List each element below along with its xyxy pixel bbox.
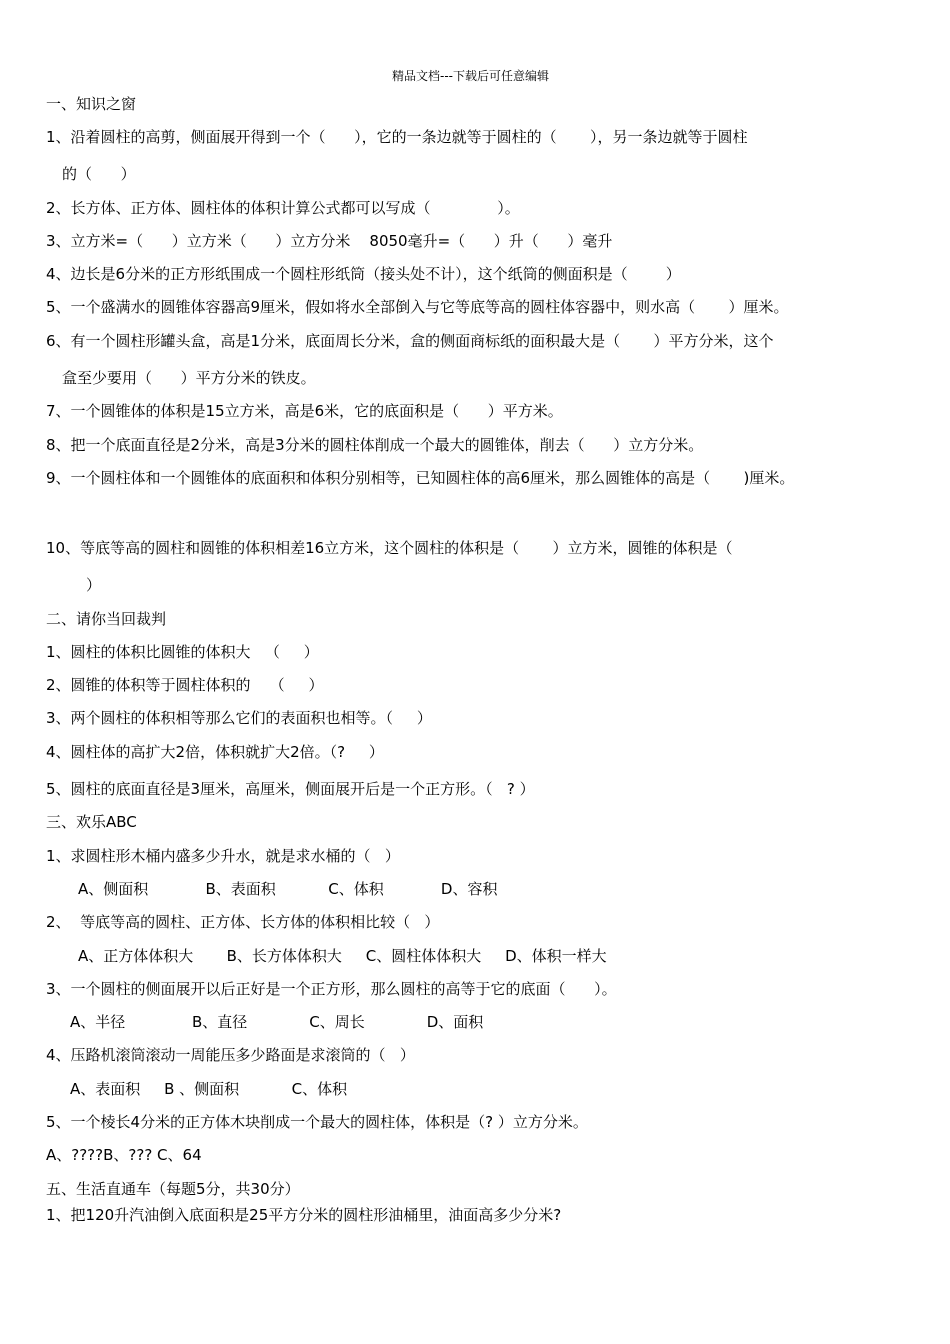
question-1-1: 1、沿着圆柱的高剪，侧面展开得到一个（ ），它的一条边就等于圆柱的（ ），另一条边就等于圆柱 xyxy=(46,128,748,146)
question-3-1: 1、求圆柱形木桶内盛多少升水，就是求水桶的（ ） xyxy=(46,847,400,865)
page-header: 精品文档---下载后可任意编辑 xyxy=(392,69,549,83)
question-2-1: 1、圆柱的体积比圆锥的体积大 （ ） xyxy=(46,643,319,661)
question-3-2-options: A、正方体体积大 B、长方体体积大 C、圆柱体体积大 D、体积一样大 xyxy=(78,947,607,965)
question-3-4: 4、压路机滚筒滚动一周能压多少路面是求滚筒的（ ） xyxy=(46,1046,415,1064)
question-3-4-options: A、表面积 B 、侧面积 C、体积 xyxy=(70,1080,348,1098)
question-3-3: 3、一个圆柱的侧面展开以后正好是一个正方形，那么圆柱的高等于它的底面（ ）。 xyxy=(46,980,617,998)
question-1-9: 9、一个圆柱体和一个圆锥体的底面积和体积分别相等，已知圆柱体的高6厘米，那么圆锥体的高是（ )厘米。 xyxy=(46,469,795,487)
question-3-1-options: A、侧面积 B、表面积 C、体积 D、容积 xyxy=(78,880,498,898)
question-5-1: 1、把120升汽油倒入底面积是25平方分米的圆柱形油桶里，油面高多少分米? xyxy=(46,1206,562,1224)
question-1-8: 8、把一个底面直径是2分米，高是3分米的圆柱体削成一个最大的圆锥体，削去（ ）立方分米。 xyxy=(46,436,704,454)
section-3-title: 三、欢乐ABC xyxy=(46,813,137,831)
section-2-title: 二、请你当回裁判 xyxy=(46,610,167,628)
question-1-6: 6、有一个圆柱形罐头盒，高是1分米，底面周长分米，盒的侧面商标纸的面积最大是（ ）平方分米，这个 xyxy=(46,332,774,350)
question-3-2: 2、 等底等高的圆柱、正方体、长方体的体积相比较（ ） xyxy=(46,913,440,931)
question-1-10: 10、等底等高的圆柱和圆锥的体积相差16立方米，这个圆柱的体积是（ ）立方米，圆锥的体积是（ xyxy=(46,539,733,557)
question-3-5-options: A、????B、??? C、64 xyxy=(46,1146,202,1164)
question-2-5: 5、圆柱的底面直径是3厘米，高厘米，侧面展开后是一个正方形。（ ? ） xyxy=(46,780,535,798)
question-3-3-options: A、半径 B、直径 C、周长 D、面积 xyxy=(70,1013,484,1031)
question-1-2: 2、长方体、正方体、圆柱体的体积计算公式都可以写成（ ）。 xyxy=(46,199,520,217)
question-1-3: 3、立方米=（ ）立方米（ ）立方分米 8050毫升=（ ）升（ ）毫升 xyxy=(46,232,613,250)
question-2-3: 3、两个圆柱的体积相等那么它们的表面积也相等。（ ） xyxy=(46,709,432,727)
question-1-10-cont: ） xyxy=(86,576,102,594)
question-2-4: 4、圆柱体的高扩大2倍，体积就扩大2倍。（? ） xyxy=(46,743,384,761)
question-1-1-cont: 的（ ） xyxy=(62,165,136,183)
question-1-5: 5、一个盛满水的圆锥体容器高9厘米，假如将水全部倒入与它等底等高的圆柱体容器中，则水高（ ）厘米。 xyxy=(46,298,789,316)
question-1-6-cont: 盒至少要用（ ）平方分米的铁皮。 xyxy=(62,369,316,387)
question-1-4: 4、边长是6分米的正方形纸围成一个圆柱形纸筒（接头处不计），这个纸筒的侧面积是（ ） xyxy=(46,265,681,283)
question-2-2: 2、圆锥的体积等于圆柱体积的 （ ） xyxy=(46,676,324,694)
question-1-7: 7、一个圆锥体的体积是15立方米，高是6米，它的底面积是（ ）平方米。 xyxy=(46,402,563,420)
question-3-5: 5、一个棱长4分米的正方体木块削成一个最大的圆柱体，体积是（? ）立方分米。 xyxy=(46,1113,588,1131)
section-1-title: 一、知识之窗 xyxy=(46,95,137,113)
section-5-title: 五、生活直通车（每题5分，共30分） xyxy=(46,1180,300,1198)
